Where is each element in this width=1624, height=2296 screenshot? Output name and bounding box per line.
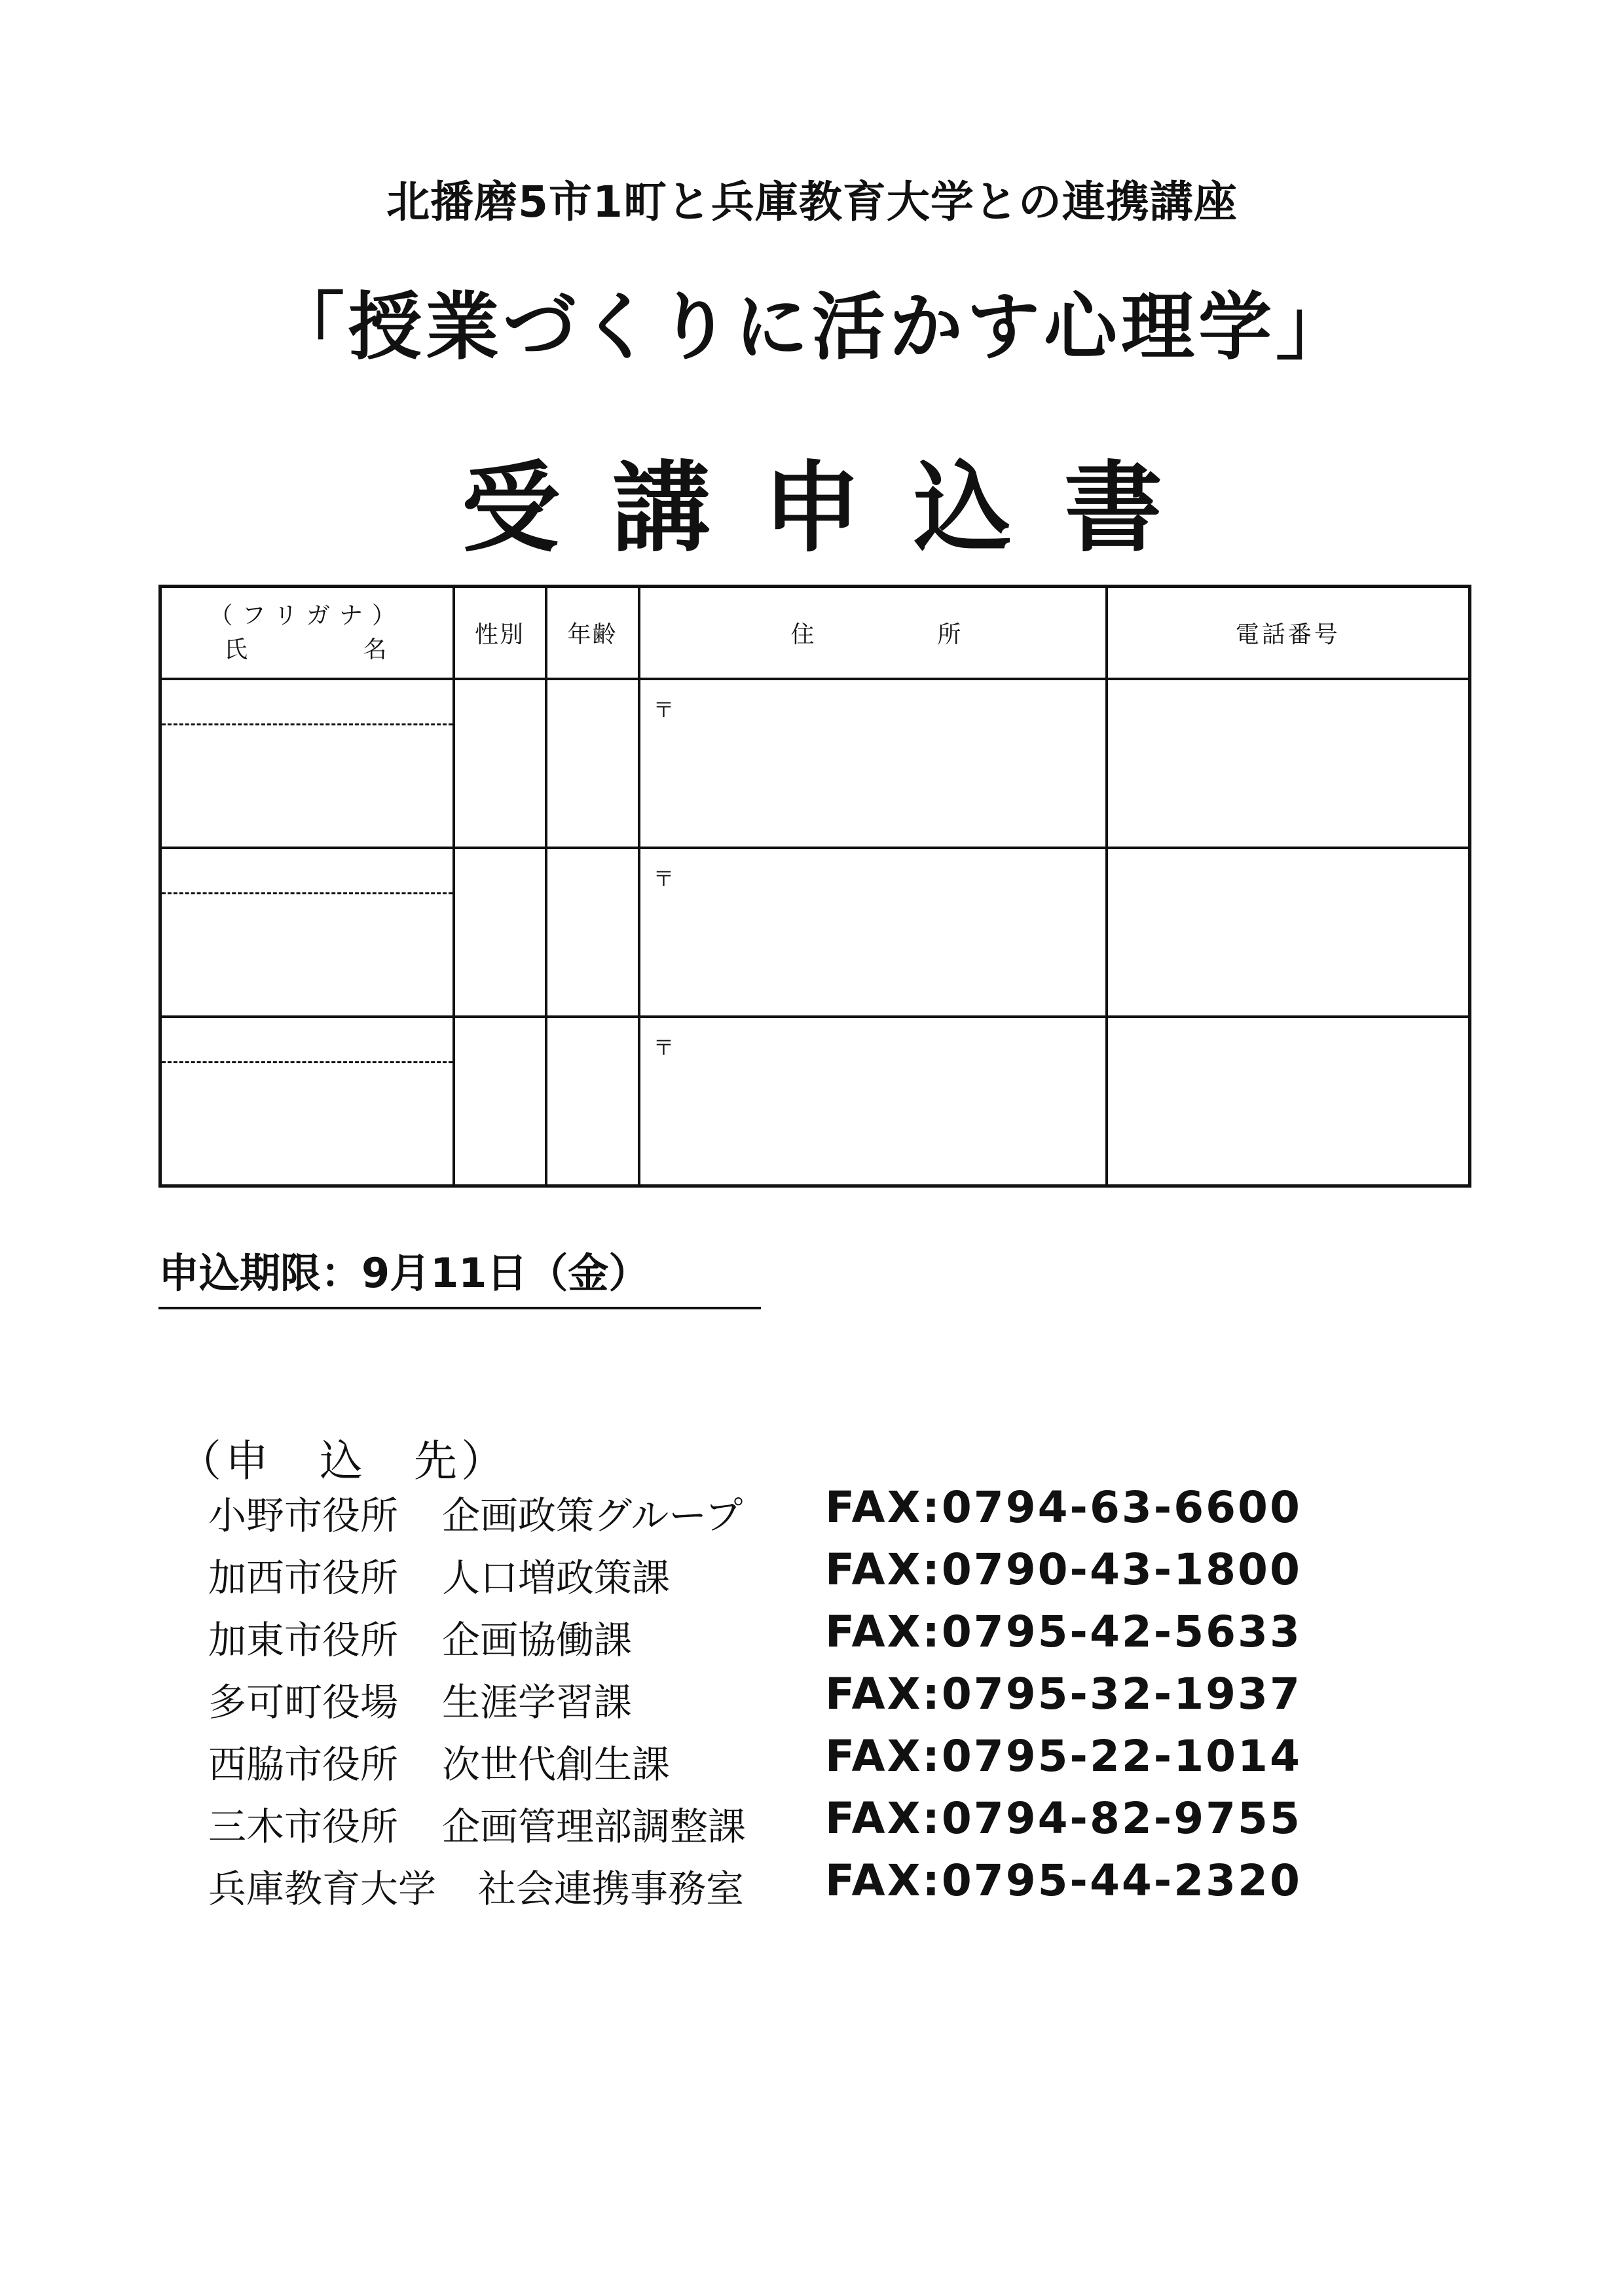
age-column-header: 年齢 <box>546 587 639 680</box>
destination-org: 兵庫教育大学 <box>208 1867 437 1911</box>
table-row <box>160 679 1470 848</box>
gender-cell[interactable] <box>454 848 546 1017</box>
name-cell[interactable] <box>160 1017 454 1186</box>
furigana-field[interactable] <box>162 680 452 725</box>
list-item <box>0 1671 1624 1734</box>
destination-org: 多可町役場 <box>208 1680 399 1724</box>
destination-fax: FAX:0795-22-1014 <box>825 1731 1302 1781</box>
destination-dept: 企画協働課 <box>442 1618 633 1662</box>
name-field[interactable] <box>162 725 452 847</box>
furigana-field[interactable] <box>162 849 452 894</box>
destination-fax: FAX:0795-44-2320 <box>825 1855 1302 1906</box>
postal-mark: 〒 <box>653 1035 674 1060</box>
list-item <box>0 1609 1624 1671</box>
postal-mark: 〒 <box>653 866 674 891</box>
destination-org: 小野市役所 <box>208 1493 399 1538</box>
address-cell[interactable] <box>639 679 1107 848</box>
destination-org: 西脇市役所 <box>208 1742 399 1787</box>
destination-fax: FAX:0795-32-1937 <box>825 1669 1302 1719</box>
event-subtitle: 北播磨5市1町と兵庫教育大学との連携講座 <box>386 177 1238 227</box>
phone-cell[interactable] <box>1107 848 1470 1017</box>
application-table <box>158 585 1471 1188</box>
list-item <box>0 1482 1624 1547</box>
destinations-heading: （申 込 先） <box>178 1436 508 1486</box>
furigana-field[interactable] <box>162 1018 452 1063</box>
destination-dept: 生涯学習課 <box>442 1680 633 1724</box>
table-row <box>160 1017 1470 1186</box>
destination-fax: FAX:0794-82-9755 <box>825 1793 1302 1844</box>
age-cell[interactable] <box>546 848 639 1017</box>
destination-dept: 企画管理部調整課 <box>442 1804 747 1849</box>
destination-dept: 社会連携事務室 <box>478 1867 745 1911</box>
address-cell[interactable] <box>639 848 1107 1017</box>
gender-cell[interactable] <box>454 679 546 848</box>
destination-org: 加西市役所 <box>208 1556 399 1600</box>
age-cell[interactable] <box>546 679 639 848</box>
name-label-left: 氏 <box>224 636 248 663</box>
destinations-list <box>0 1482 1624 1920</box>
phone-cell[interactable] <box>1107 679 1470 848</box>
destination-dept: 企画政策グループ <box>442 1493 743 1538</box>
postal-mark: 〒 <box>653 697 674 722</box>
gender-cell[interactable] <box>454 1017 546 1186</box>
gender-column-header: 性別 <box>454 587 546 680</box>
table-row <box>160 848 1470 1017</box>
destination-dept: 次世代創生課 <box>442 1742 671 1787</box>
list-item <box>0 1855 1624 1920</box>
age-cell[interactable] <box>546 1017 639 1186</box>
application-deadline: 申込期限：9月11日（金） <box>158 1241 761 1309</box>
address-label-left: 住 <box>790 621 815 648</box>
list-item <box>0 1544 1624 1609</box>
address-column-header <box>639 587 1107 680</box>
phone-column-header: 電話番号 <box>1107 587 1470 680</box>
table-header-row <box>160 587 1470 680</box>
name-cell[interactable] <box>160 848 454 1017</box>
phone-cell[interactable] <box>1107 1017 1470 1186</box>
destination-org: 三木市役所 <box>208 1804 399 1849</box>
address-label-right: 所 <box>937 621 961 648</box>
list-item <box>0 1731 1624 1796</box>
name-cell[interactable] <box>160 679 454 848</box>
name-field[interactable] <box>162 1063 452 1184</box>
lecture-title: 「授業づくりに活かす心理学」 <box>271 285 1353 370</box>
destination-org: 加東市役所 <box>208 1618 399 1662</box>
list-item <box>0 1793 1624 1858</box>
furigana-label: （フリガナ） <box>209 602 405 629</box>
name-field[interactable] <box>162 894 452 1015</box>
destination-dept: 人口増政策課 <box>442 1556 671 1600</box>
destination-fax: FAX:0795-42-5633 <box>825 1607 1302 1657</box>
address-cell[interactable] <box>639 1017 1107 1186</box>
name-label-right: 名 <box>363 636 387 663</box>
destination-fax: FAX:0790-43-1800 <box>825 1544 1302 1595</box>
destination-fax: FAX:0794-63-6600 <box>825 1482 1302 1533</box>
form-title: 受講申込書 <box>461 452 1215 566</box>
name-column-header <box>160 587 454 680</box>
